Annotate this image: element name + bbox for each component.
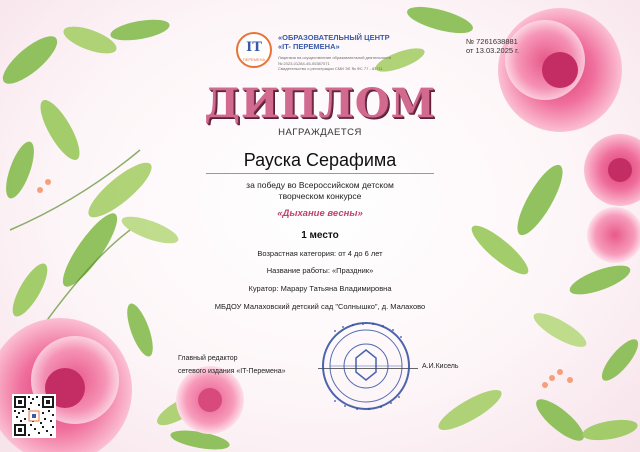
award-place: 1 место	[301, 230, 339, 241]
editor-role	[178, 352, 318, 378]
official-stamp	[320, 320, 412, 412]
org-license-line2: № 2023-01284-45-00387071	[278, 60, 330, 66]
contest-name: «Дыхание весны»	[277, 208, 363, 219]
award-reason	[200, 180, 440, 202]
signer-name: А.И.Кисель	[422, 363, 459, 370]
org-name	[278, 33, 418, 51]
work-title: Название работы: «Праздник»	[266, 266, 374, 275]
org-license-line3: Свидетельство о регистрации СМИ ЭЛ № ФС 77 - 83711	[278, 66, 383, 71]
recipient-name: Рауска Серафима	[243, 150, 397, 170]
editor-role-line1: Главный редактор	[178, 355, 238, 362]
qr-code[interactable]	[12, 394, 56, 438]
school: МБДОУ Малаховский детский сад "Солнышко", д. Малахово	[214, 302, 426, 311]
award-reason-line2: творческом конкурсе	[278, 191, 362, 201]
editor-role-line2: сетевого издания «IT-Перемена»	[178, 368, 286, 375]
age-category: Возрастная категория: от 4 до 6 лет	[257, 249, 383, 258]
org-logo-mark: IT	[246, 40, 262, 55]
registration-date: от 13.03.2025 г.	[466, 46, 520, 55]
org-logo	[236, 32, 272, 68]
recipient-underline	[206, 173, 434, 174]
award-reason-line1: за победу во Всероссийском детском	[246, 180, 394, 190]
org-name-line2: «IT- ПЕРЕМЕНА»	[278, 42, 340, 51]
registration-number: № 7261638881	[466, 37, 518, 46]
org-license	[278, 55, 428, 72]
org-name-line1: «ОБРАЗОВАТЕЛЬНЫЙ ЦЕНТР	[278, 33, 390, 42]
org-logo-subtext: ПЕРЕМЕНА	[242, 57, 266, 62]
org-license-line1: Лицензия на осуществление образовательной деятельности	[278, 55, 392, 60]
awarded-label: НАГРАЖДАЕТСЯ	[278, 127, 362, 138]
curator: Куратор: Марару Татьяна Владимировна	[248, 284, 392, 293]
diploma-title: ДИПЛОМ	[204, 80, 436, 127]
